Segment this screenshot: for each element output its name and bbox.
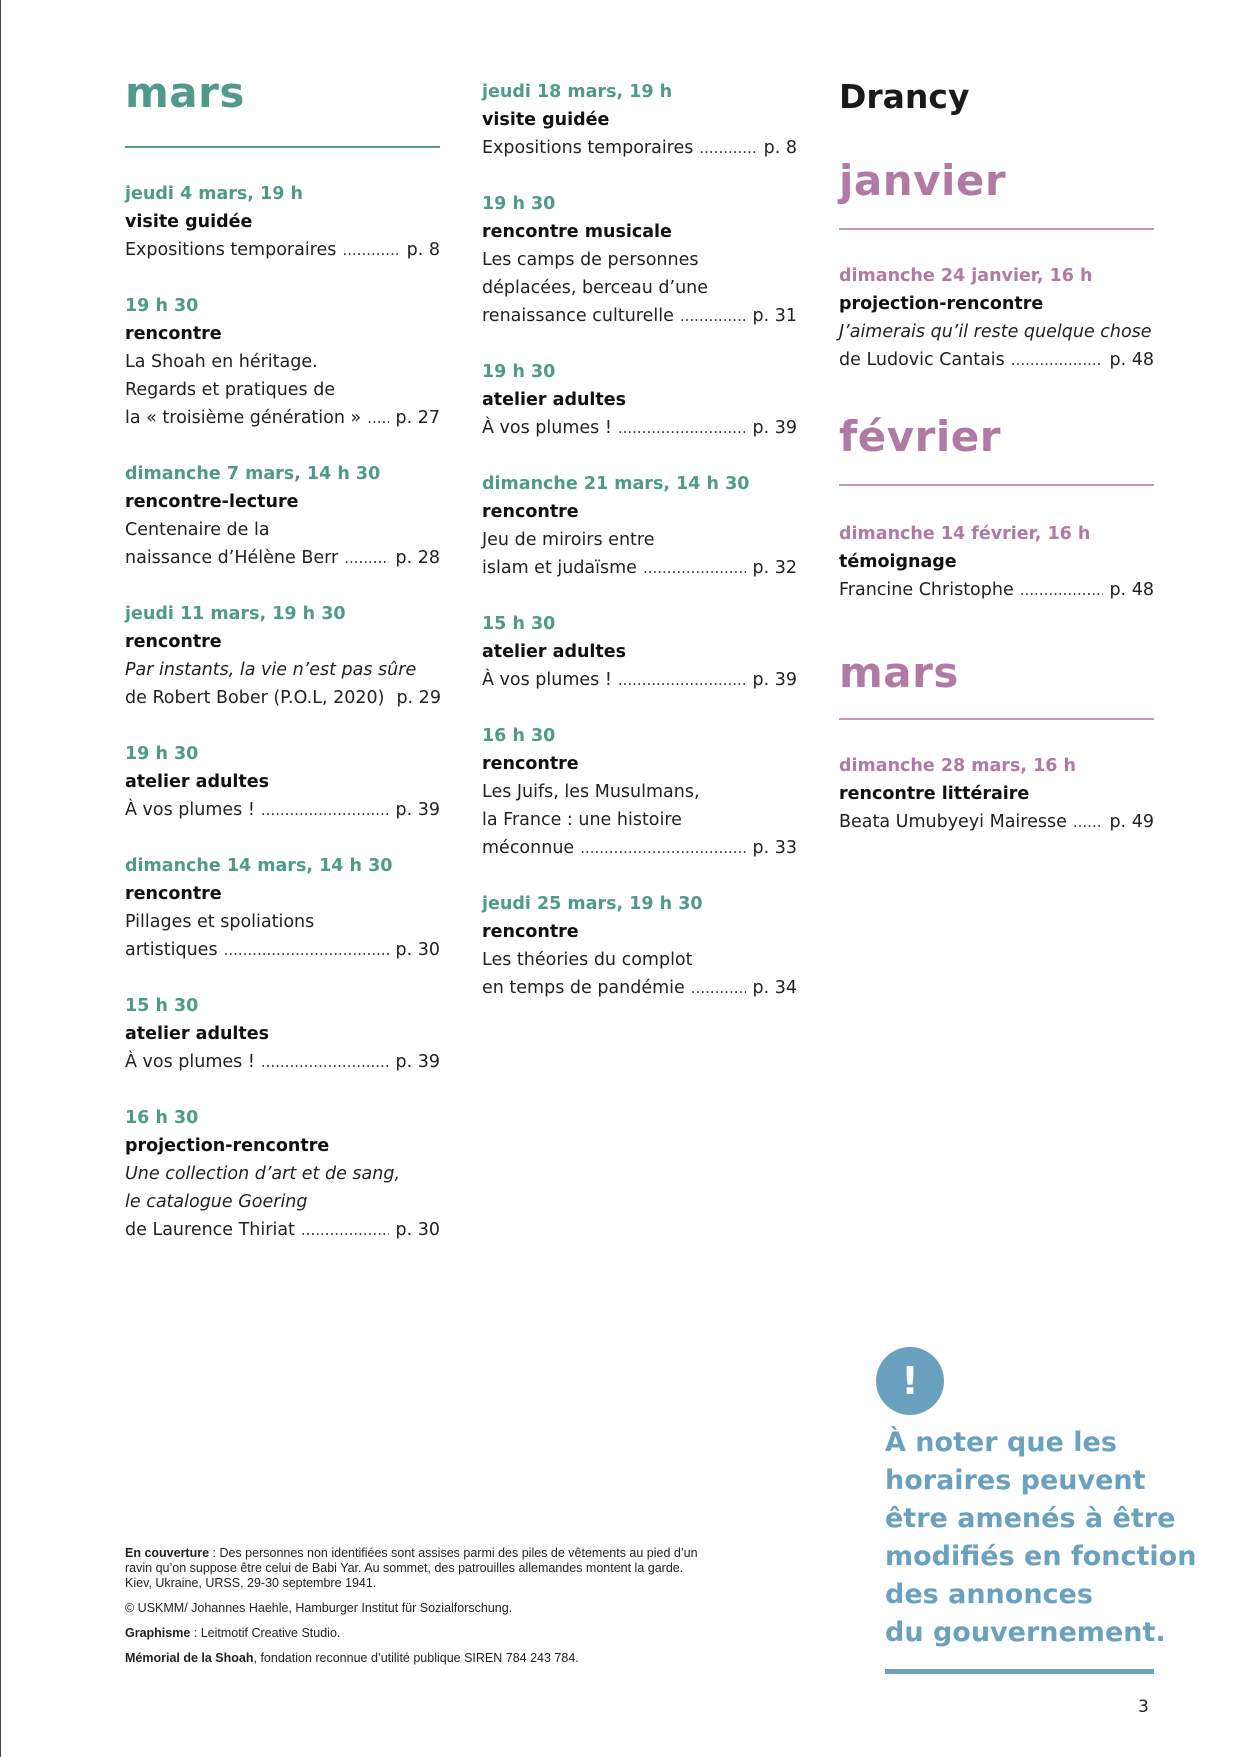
event-date: dimanche 7 mars, 14 h 30 [125, 464, 381, 484]
event-title: La Shoah en héritage. [125, 352, 318, 372]
event-title: Beata Umubyeyi Mairesse [839, 812, 1067, 832]
leader-dots [224, 936, 390, 964]
event-author: de Ludovic Cantais [839, 350, 1005, 370]
event-type: rencontre [125, 884, 222, 904]
page-ref: p. 39 [752, 670, 797, 690]
event-title: Les Juifs, les Musulmans, [482, 782, 700, 802]
event-type: atelier adultes [482, 390, 627, 410]
leader-dots [691, 974, 747, 1002]
event-date: 15 h 30 [125, 996, 199, 1016]
page-number: 3 [1138, 1697, 1149, 1717]
leader-dots [680, 302, 747, 330]
event-type: atelier adultes [482, 642, 627, 662]
list-item [125, 1104, 440, 1244]
event-title: Les théories du complot [482, 950, 693, 970]
event-title: À vos plumes ! [482, 418, 612, 438]
notice-line: être amenés à être [885, 1503, 1176, 1534]
leader-dots [367, 404, 389, 432]
month-divider [839, 484, 1154, 486]
list-item [125, 292, 440, 432]
cover-label: En couverture [125, 1546, 210, 1560]
list-item [482, 610, 797, 694]
event-type: rencontre [482, 754, 579, 774]
page-left-border [0, 0, 1, 1757]
event-date: jeudi 18 mars, 19 h [482, 82, 673, 102]
graphisme-label: Graphisme [125, 1626, 191, 1640]
list-item [839, 520, 1154, 604]
leader-dots [618, 666, 747, 694]
event-author: de Laurence Thiriat [125, 1220, 295, 1240]
list-item [125, 180, 440, 264]
event-title: Francine Christophe [839, 580, 1014, 600]
page-ref: p. 49 [1109, 812, 1154, 832]
copyright-line: © USKMM/ Johannes Haehle, Hamburger Institut für Sozialforschung. [125, 1601, 513, 1615]
page-ref: p. 48 [1109, 580, 1154, 600]
event-title: la « troisième génération » [125, 408, 362, 428]
event-type: rencontre musicale [482, 222, 672, 242]
memorial-line [125, 1651, 705, 1666]
page-ref: p. 30 [395, 1220, 440, 1240]
page-ref: p. 39 [395, 1052, 440, 1072]
event-date: dimanche 24 janvier, 16 h [839, 266, 1093, 286]
page-ref: p. 27 [395, 408, 440, 428]
page-ref: p. 8 [406, 240, 440, 260]
event-type: visite guidée [482, 110, 610, 130]
event-type: témoignage [839, 552, 957, 572]
event-type: rencontre-lecture [125, 492, 299, 512]
exclamation-icon: ! [876, 1347, 944, 1415]
notice-line: À noter que les [885, 1427, 1117, 1458]
event-title: Regards et pratiques de [125, 380, 336, 400]
notice-underline [885, 1669, 1154, 1674]
event-title: Pillages et spoliations [125, 912, 315, 932]
event-title: Par instants, la vie n’est pas sûre [125, 660, 417, 680]
event-title: déplacées, berceau d’une [482, 278, 709, 298]
event-title: Centenaire de la [125, 520, 270, 540]
leader-dots [643, 554, 747, 582]
page-ref: p. 32 [752, 558, 797, 578]
month-heading-mars: mars [125, 68, 245, 117]
page-ref: p. 34 [752, 978, 797, 998]
list-item [125, 600, 440, 712]
event-date: jeudi 25 mars, 19 h 30 [482, 894, 703, 914]
event-type: visite guidée [125, 212, 253, 232]
page-ref: p. 28 [395, 548, 440, 568]
event-type: rencontre [125, 632, 222, 652]
page-ref: p. 39 [752, 418, 797, 438]
leader-dots [344, 544, 389, 572]
list-item [482, 190, 797, 330]
list-item [125, 852, 440, 964]
list-item [482, 722, 797, 862]
leader-dots [261, 1048, 390, 1076]
list-item [839, 262, 1154, 374]
event-date: 19 h 30 [482, 194, 556, 214]
leader-dots [301, 1216, 390, 1244]
event-date: 19 h 30 [125, 744, 199, 764]
event-date: 16 h 30 [482, 726, 556, 746]
event-date: dimanche 21 mars, 14 h 30 [482, 474, 750, 494]
event-type: projection-rencontre [125, 1136, 330, 1156]
page-ref: p. 30 [395, 940, 440, 960]
page-ref: p. 39 [395, 800, 440, 820]
leader-dots [261, 796, 390, 824]
leader-dots [699, 134, 757, 162]
notice-line: des annonces [885, 1579, 1093, 1610]
event-type: rencontre littéraire [839, 784, 1030, 804]
event-type: rencontre [482, 922, 579, 942]
notice-line: horaires peuvent [885, 1465, 1146, 1496]
month-heading-fevrier: février [839, 412, 1001, 461]
event-title: À vos plumes ! [125, 800, 255, 820]
event-title: Les camps de personnes [482, 250, 699, 270]
list-item [125, 740, 440, 824]
list-item [482, 470, 797, 582]
event-type: rencontre [125, 324, 222, 344]
leader-dots [1073, 808, 1104, 836]
month-heading-janvier: janvier [839, 156, 1007, 205]
event-title: Jeu de miroirs entre [482, 530, 655, 550]
notice-line: du gouvernement. [885, 1617, 1166, 1648]
event-title: le catalogue Goering [125, 1192, 308, 1212]
page-ref: p. 48 [1109, 350, 1154, 370]
page-ref: p. 33 [752, 838, 797, 858]
event-title: en temps de pandémie [482, 978, 685, 998]
list-item [839, 752, 1154, 836]
event-title: renaissance culturelle [482, 306, 674, 326]
list-item [482, 358, 797, 442]
schedule-notice [885, 1424, 1197, 1652]
graphisme-line [125, 1626, 705, 1641]
event-type: atelier adultes [125, 772, 270, 792]
event-title: naissance d’Hélène Berr [125, 548, 339, 568]
leader-dots [1011, 346, 1104, 374]
event-title: Expositions temporaires [482, 138, 694, 158]
event-date: dimanche 14 mars, 14 h 30 [125, 856, 393, 876]
graphisme-text: : Leitmotif Creative Studio. [190, 1626, 341, 1640]
event-author: de Robert Bober (P.O.L, 2020) [125, 688, 385, 708]
list-item [482, 78, 797, 162]
list-item [482, 890, 797, 1002]
event-date: jeudi 4 mars, 19 h [125, 184, 303, 204]
month-divider [839, 228, 1154, 230]
leader-dots [342, 236, 400, 264]
month-divider [839, 718, 1154, 720]
event-title: islam et judaïsme [482, 558, 637, 578]
event-title: artistiques [125, 940, 218, 960]
event-date: dimanche 28 mars, 16 h [839, 756, 1077, 776]
event-date: 15 h 30 [482, 614, 556, 634]
list-item [125, 992, 440, 1076]
event-type: rencontre [482, 502, 579, 522]
event-date: dimanche 14 février, 16 h [839, 524, 1091, 544]
event-title: À vos plumes ! [482, 670, 612, 690]
event-title: la France : une histoire [482, 810, 682, 830]
event-type: projection-rencontre [839, 294, 1044, 314]
page-ref: p. 29 [396, 688, 441, 708]
event-title: À vos plumes ! [125, 1052, 255, 1072]
cover-text: : Des personnes non identifiées sont assises parmi des piles de vêtements au pied d’un ravin qu’on suppose être celui de Babi Yar. Au sommet, des patrouilles allemandes montent la garde. Kiev, Ukraine, URSS, 29-30 septembre 1941. [125, 1546, 698, 1590]
month-heading-mars: mars [839, 648, 959, 697]
event-date: 19 h 30 [482, 362, 556, 382]
page-ref: p. 31 [752, 306, 797, 326]
event-date: 19 h 30 [125, 296, 199, 316]
page-ref: p. 8 [763, 138, 797, 158]
event-date: jeudi 11 mars, 19 h 30 [125, 604, 346, 624]
event-title: Une collection d’art et de sang, [125, 1164, 401, 1184]
event-title: méconnue [482, 838, 575, 858]
memorial-label: Mémorial de la Shoah [125, 1651, 254, 1665]
month-divider [125, 146, 440, 148]
credits-block [125, 1546, 705, 1676]
leader-dots [580, 834, 746, 862]
leader-dots [618, 414, 747, 442]
notice-line: modifiés en fonction [885, 1541, 1197, 1572]
leader-dots [1020, 576, 1104, 604]
event-title: J’aimerais qu’il reste quelque chose [839, 322, 1152, 342]
cover-caption [125, 1546, 705, 1591]
event-title: Expositions temporaires [125, 240, 337, 260]
venue-heading: Drancy [839, 77, 970, 116]
list-item [125, 460, 440, 572]
event-date: 16 h 30 [125, 1108, 199, 1128]
memorial-text: , fondation reconnue d’utilité publique SIREN 784 243 784. [253, 1651, 579, 1665]
event-type: atelier adultes [125, 1024, 270, 1044]
